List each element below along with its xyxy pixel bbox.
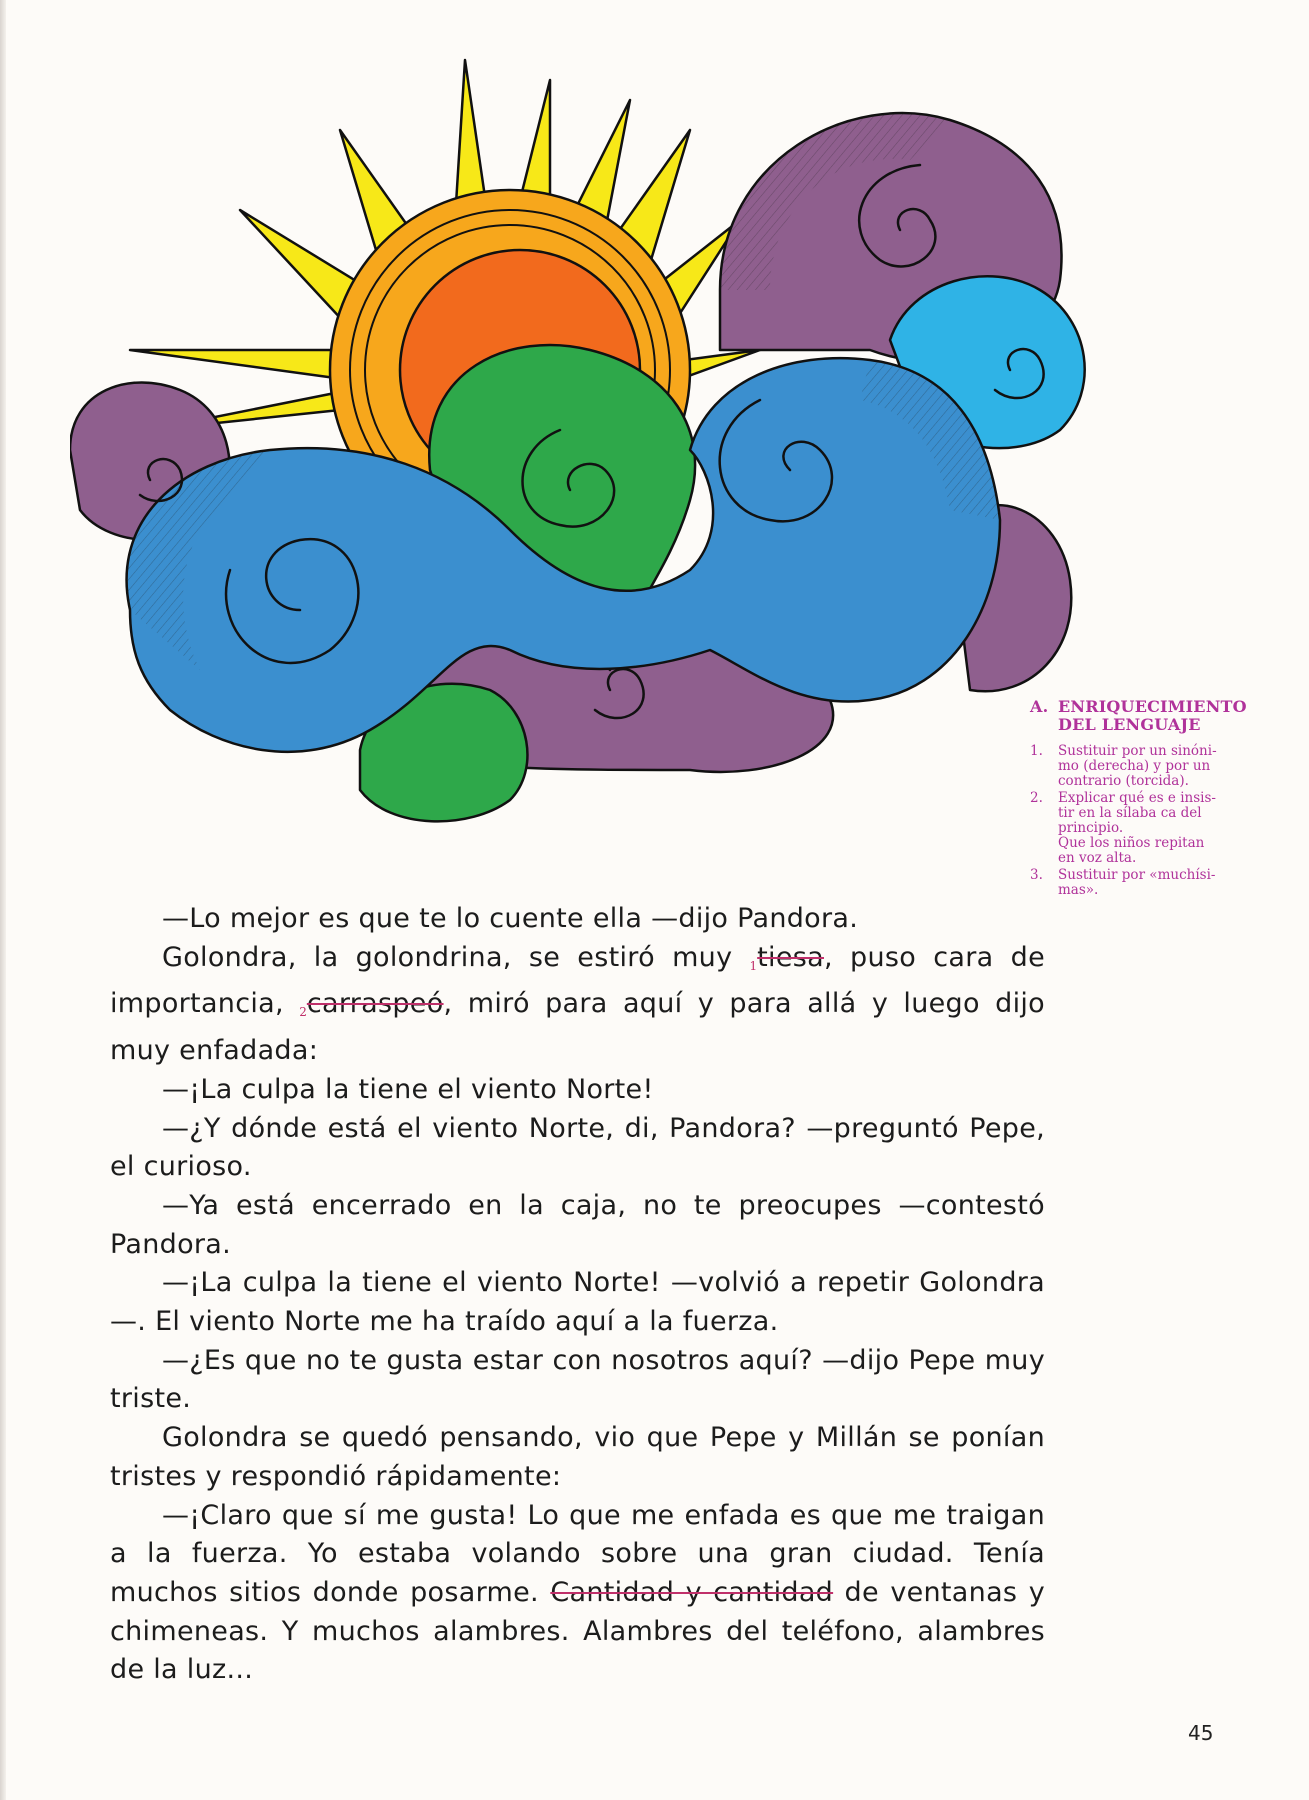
notes-heading: [1030, 698, 1270, 734]
struck-phrase-cantidad: Cantidad y cantidad: [550, 1576, 834, 1608]
annotation-mark-2: 2: [299, 1005, 307, 1020]
story-paragraph: —Ya está encerrado en la caja, no te preocupes —contestó Pandora.: [110, 1189, 1045, 1260]
story-text-run: , miró para aquí y para allá y luego dijo muy enfadada:: [110, 988, 1045, 1067]
story-text-run: , puso cara de importancia,: [110, 941, 1045, 1020]
note-line: tir en la sílaba ca del: [1058, 805, 1202, 821]
story-paragraph: Golondra se quedó pensando, vio que Pepe y Millán se ponían tristes y respondió rápidamente:: [110, 1422, 1045, 1492]
story-paragraph: —¡La culpa la tiene el viento Norte! —volvió a repetir Golondra—. El viento Norte me ha traído aquí a la fuerza.: [110, 1267, 1045, 1338]
note-line: Sustituir por un sinóni-: [1058, 743, 1217, 759]
note-number: 2.: [1030, 790, 1043, 806]
story-text-run: Golondra, la golondrina, se estiró muy: [162, 941, 750, 973]
note-item: [1030, 868, 1270, 898]
struck-word-tiesa: tiesa: [757, 941, 824, 973]
page-edge-shadow: [0, 0, 6, 1800]
note-line: mo (derecha) y por un: [1058, 758, 1211, 774]
note-number: 3.: [1030, 867, 1043, 883]
note-line: contrario (torcida).: [1058, 773, 1189, 789]
notes-title-line-1: ENRIQUECIMIENTO: [1058, 697, 1247, 716]
annotation-mark-1: 1: [749, 958, 758, 973]
note-item: [1030, 791, 1270, 866]
story-paragraph: —¿Y dónde está el viento Norte, di, Pandora? —preguntó Pepe, el curioso.: [110, 1112, 1045, 1183]
story-text-run: —¡Claro que sí me gusta! Lo que me enfada es que me traigan a la fuerza. Yo estaba volando sobre una gran ciudad. Tenía muchos sitios donde posarme.: [110, 1499, 1045, 1608]
notes-section-letter: A.: [1030, 697, 1049, 716]
note-line: principio.: [1058, 820, 1124, 836]
note-number: 1.: [1030, 743, 1043, 759]
note-item: [1030, 744, 1270, 789]
story-paragraph: [110, 939, 1045, 1071]
story-text-run: de ventanas y chimeneas. Y muchos alambres. Alambres del teléfono, alambres de la luz...: [110, 1576, 1045, 1686]
story-paragraph: —¿Es que no te gusta estar con nosotros aquí? —dijo Pepe muy triste.: [110, 1344, 1045, 1415]
note-line: en voz alta.: [1058, 850, 1137, 866]
language-enrichment-notes: [1030, 698, 1270, 900]
note-line: Sustituir por «muchísi-: [1058, 867, 1216, 883]
story-paragraph: —¡La culpa la tiene el viento Norte!: [162, 1073, 654, 1105]
struck-word-carraspeo: carraspeó: [306, 988, 444, 1020]
story-text: [110, 900, 1045, 1690]
story-paragraph: —Lo mejor es que te lo cuente ella —dijo Pandora.: [162, 903, 859, 934]
notes-title-line-2: DEL LENGUAJE: [1058, 715, 1201, 734]
story-paragraph: [110, 1497, 1045, 1691]
note-line: Explicar qué es e insis-: [1058, 790, 1216, 806]
note-line: Que los niños repitan: [1058, 835, 1205, 851]
note-line: mas».: [1058, 882, 1099, 898]
page-number: 45: [1188, 1721, 1214, 1745]
